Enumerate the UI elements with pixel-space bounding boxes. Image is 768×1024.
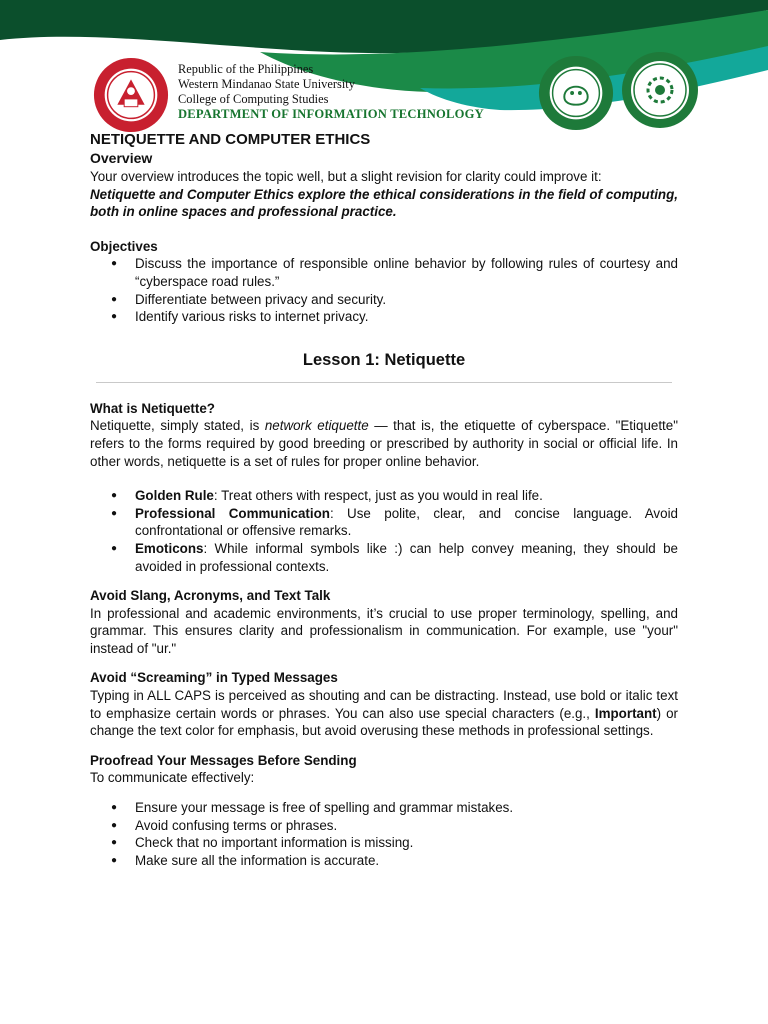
list-item: [135, 540, 678, 575]
what-text-italic: network etiquette: [264, 418, 369, 434]
republic-line: Republic of the Philippines: [178, 62, 314, 76]
screaming-text-end: ) or change the text color for emphasis, but avoid overusing these methods in professional settings.: [90, 705, 678, 739]
objectives-list: [90, 255, 678, 325]
list-item: ● Check that no important information is missing.: [135, 834, 678, 852]
objectives-heading: Objectives: [90, 238, 158, 254]
slang-heading: Avoid Slang, Acronyms, and Text Talk: [90, 588, 331, 604]
overview-heading: Overview: [90, 150, 153, 166]
page-title: NETIQUETTE AND COMPUTER ETHICS: [90, 131, 371, 148]
list-item: [135, 505, 678, 540]
list-item: ● Make sure all the information is accurate.: [135, 852, 678, 870]
what-text-end: — that is, the etiquette of cyberspace. "Etiquette" refers to the forms required by good breeding or prescribed by authority in social or official life. In other words, netiquette is a set of rules for proper online behavior.: [90, 418, 678, 469]
lesson-title: Lesson 1: Netiquette: [302, 350, 466, 369]
what-heading: What is Netiquette?: [90, 400, 215, 416]
screaming-paragraph: [90, 687, 678, 740]
list-item: ● Differentiate between privacy and security.: [135, 291, 678, 309]
rule-text: : While informal symbols like :) can help convey meaning, they should be avoided in professional contexts.: [135, 540, 678, 574]
list-item: [135, 487, 678, 505]
what-text-start: Netiquette, simply stated, is: [90, 418, 265, 434]
list-item: ● Discuss the importance of responsible online behavior by following rules of courtesy and “cyberspace road rules.”: [135, 255, 678, 290]
overview-text: Your overview introduces the topic well, but a slight revision for clarity could improve it:: [90, 169, 602, 184]
proofread-heading: Proofread Your Messages Before Sending: [90, 752, 357, 768]
overview-statement: Netiquette and Computer Ethics explore the ethical considerations in the field of computing, both in online spaces and professional practice.: [90, 186, 678, 220]
document-body: [90, 130, 678, 869]
college-line: College of Computing Studies: [178, 92, 329, 106]
ccs-seal: [537, 54, 615, 132]
department-line: DEPARTMENT OF INFORMATION TECHNOLOGY: [178, 107, 484, 121]
rule-term: Professional Communication: [135, 505, 330, 521]
screaming-text-start: Typing in ALL CAPS is perceived as shouting and can be distracting. Instead, use bold or italic text to emphasize certain words or phrases. You can also use special characters (e.g.,: [90, 688, 678, 721]
rules-list: [90, 487, 678, 575]
rule-text: : Treat others with respect, just as you would in real life.: [213, 488, 543, 504]
screaming-heading: Avoid “Screaming” in Typed Messages: [90, 670, 338, 686]
dit-seal: [620, 50, 700, 130]
list-item: ● Ensure your message is free of spelling and grammar mistakes.: [135, 799, 678, 817]
proofread-list: [90, 799, 678, 869]
slang-paragraph: In professional and academic environments, it’s crucial to use proper terminology, spelling, and grammar. This ensures clarity and professionalism in communication. For example, use "your" instead of "ur.": [90, 605, 678, 656]
institution-header: [178, 62, 484, 122]
what-paragraph: [90, 417, 678, 470]
university-line: Western Mindanao State University: [178, 77, 355, 91]
screaming-bold: Important: [594, 705, 657, 721]
rule-term: Golden Rule: [135, 488, 214, 504]
list-item: ● Avoid confusing terms or phrases.: [135, 817, 678, 835]
list-item: ● Identify various risks to internet privacy.: [135, 308, 678, 326]
proofread-intro: To communicate effectively:: [90, 770, 255, 786]
wmsu-seal: [92, 56, 170, 134]
rule-term: Emoticons: [135, 540, 204, 556]
rule-text: : Use polite, clear, and concise language. Avoid confrontational or offensive remarks.: [135, 505, 678, 539]
